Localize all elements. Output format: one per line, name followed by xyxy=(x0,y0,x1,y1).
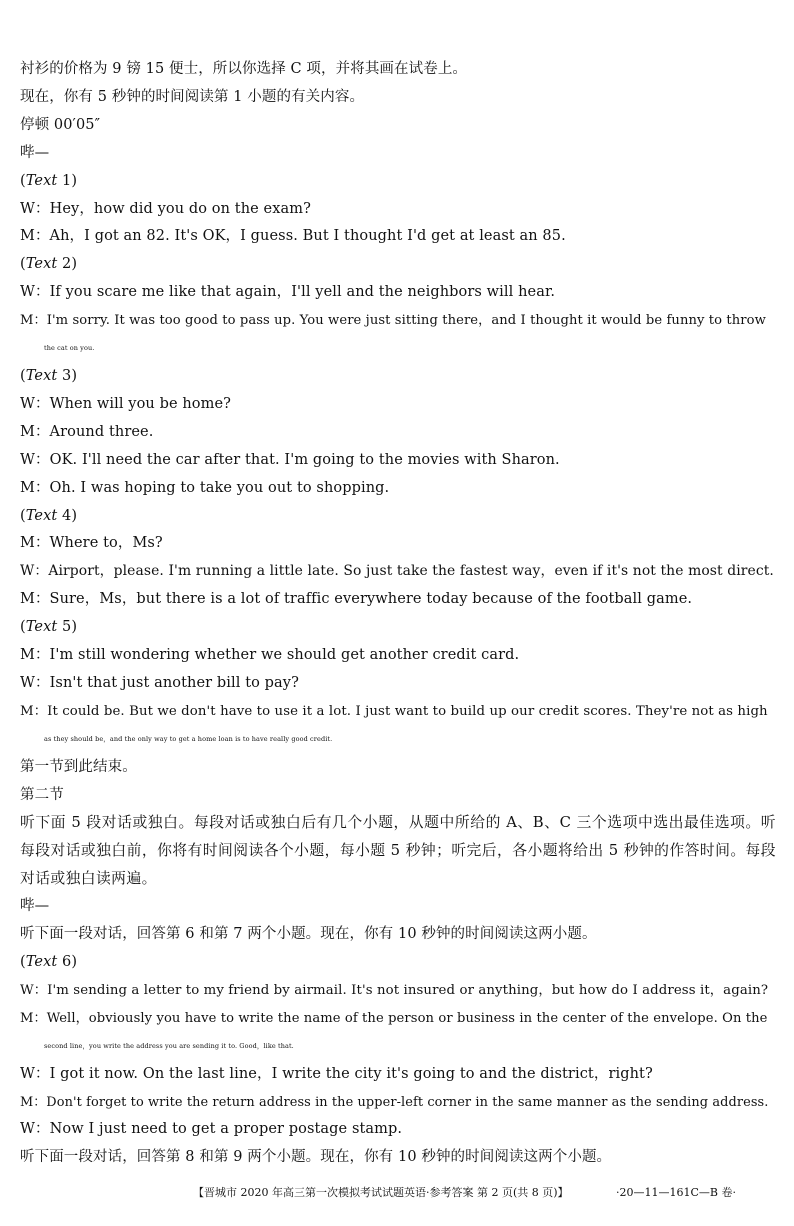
label-paren-open: ( xyxy=(20,172,26,189)
text-line: M：Oh. I was hoping to take you out to shopping. xyxy=(20,479,390,496)
text-line: M：Sure，Ms，but there is a lot of traffic everywhere today because of the football game. xyxy=(20,591,693,608)
label-number: 6 xyxy=(62,954,72,970)
text-line: 现在，你有 5 秒钟的时间阅读第 1 小题的有关内容。 xyxy=(20,88,365,105)
label-paren-close: ) xyxy=(71,619,78,636)
text-line: W：Isn't that just another bill to pay? xyxy=(20,674,299,691)
text-line: M：Well，obviously you have to write the name of the person or business in the center of the envelope. On the xyxy=(20,1010,768,1026)
text-line: M：It could be. But we don't have to use it a lot. I just want to build up our credit scores. They're not as high xyxy=(20,703,768,719)
label-paren-close: ) xyxy=(71,172,78,189)
text-line: W：Now I just need to get a proper postage stamp. xyxy=(20,1121,403,1138)
text-line: M：I'm sorry. It was too good to pass up. You were just sitting there，and I thought it would be funny to throw xyxy=(20,313,766,329)
text-line: W：I got it now. On the last line，I write the city it's going to and the district，right? xyxy=(20,1065,653,1082)
label-paren-close: ) xyxy=(71,367,78,384)
label-number: 5 xyxy=(62,619,72,636)
instruction-paragraph: 听下面 5 段对话或独白。每段对话或独白后有几个小题，从题中所给的 A、B、C 三个选项中选出最佳选项。听每段对话或独白前，你将有时间阅读各个小题，每小题 5 秒钟；听完后，各小题将给出 5 秒钟的作答时间。每段对话或独白读两遍。 xyxy=(20,814,776,888)
label-word: Text xyxy=(25,172,58,189)
text-line: 第二节 xyxy=(20,786,64,803)
text-line: 哔— xyxy=(20,898,50,915)
text-line: M：Ah，I got an 82. It's OK，I guess. But I thought I'd get at least an 85. xyxy=(20,228,566,245)
text-line: 听下面一段对话，回答第 6 和第 7 两个小题。现在，你有 10 秒钟的时间阅读这两小题。 xyxy=(20,926,597,943)
label-paren-close: ) xyxy=(71,256,78,273)
page-footer xyxy=(0,1184,794,1204)
text-section-label xyxy=(20,363,776,391)
label-word: Text xyxy=(25,507,58,524)
label-number: 1 xyxy=(62,172,72,189)
text-line: M：Where to，Ms? xyxy=(20,535,163,552)
document-body xyxy=(20,56,776,1172)
text-line: W：When will you be home? xyxy=(20,395,232,412)
text-section-label xyxy=(20,251,776,279)
text-line: 衬衫的价格为 9 镑 15 便士，所以你选择 C 项，并将其画在试卷上。 xyxy=(20,61,468,77)
label-word: Text xyxy=(25,367,58,384)
dialogue-continuation: the cat on you. xyxy=(44,344,95,353)
text-line: 第一节到此结束。 xyxy=(20,758,137,775)
text-section-label xyxy=(20,614,776,642)
text-line: M：I'm still wondering whether we should get another credit card. xyxy=(20,647,520,664)
text-line: 听下面一段对话，回答第 8 和第 9 两个小题。现在，你有 10 秒钟的时间阅读这两个小题。 xyxy=(20,1149,612,1166)
text-line: W：If you scare me like that again，I'll yell and the neighbors will hear. xyxy=(20,284,556,301)
label-word: Text xyxy=(25,619,58,636)
text-line: 哔— xyxy=(20,144,50,161)
text-section-label xyxy=(20,168,776,196)
text-line: W：Airport，please. I'm running a little late. So just take the fastest way，even if it's not the most direct. xyxy=(20,563,774,580)
text-section-label xyxy=(20,503,776,531)
label-number: 2 xyxy=(62,256,72,273)
text-line: M：Don't forget to write the return address in the upper-left corner in the same manner as the sending address. xyxy=(20,1094,769,1110)
text-line: W：Hey，how did you do on the exam? xyxy=(20,200,311,217)
label-paren-open: ( xyxy=(20,507,26,524)
label-paren-open: ( xyxy=(20,619,26,636)
label-number: 3 xyxy=(62,367,72,384)
dialogue-continuation: second line，you write the address you are sending it to. Good，like that. xyxy=(44,1041,294,1050)
label-paren-open: ( xyxy=(20,367,26,384)
label-paren-open: ( xyxy=(20,954,26,970)
text-line: W：I'm sending a letter to my friend by airmail. It's not insured or anything，but how do I address it，again? xyxy=(20,982,769,998)
label-paren-open: ( xyxy=(20,256,26,273)
text-section-label xyxy=(20,949,776,977)
label-paren-close: ) xyxy=(71,954,78,970)
text-line: 停顿 00′05″ xyxy=(20,116,101,133)
label-paren-close: ) xyxy=(71,507,78,524)
label-number: 4 xyxy=(62,507,72,524)
text-line: W：OK. I'll need the car after that. I'm going to the movies with Sharon. xyxy=(20,451,560,468)
footer-paper-code: ·20—11—161C—B 卷· xyxy=(616,1186,736,1199)
label-word: Text xyxy=(25,954,58,970)
text-line: M：Around three. xyxy=(20,423,154,440)
footer-exam-info: 【晋城市 2020 年高三第一次模拟考试试题英语·参考答案 第 2 页(共 8 页)】 xyxy=(193,1186,569,1199)
dialogue-continuation: as they should be，and the only way to get a home loan is to have really good credit. xyxy=(44,734,333,743)
label-word: Text xyxy=(25,256,58,273)
